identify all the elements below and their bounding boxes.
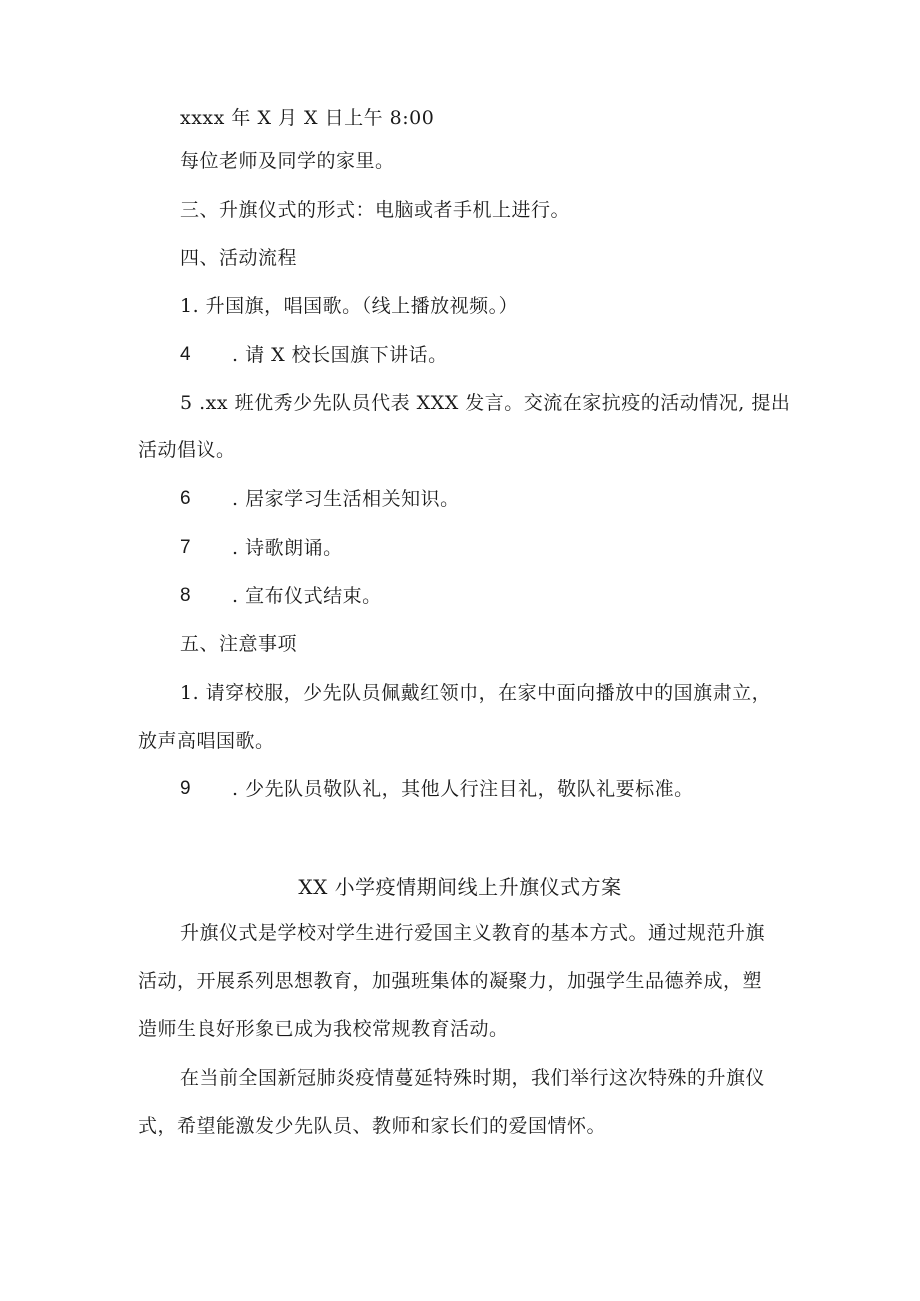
notes-item-9-text: . 少先队员敬队礼，其他人行注目礼，敬队礼要标准。 (232, 778, 694, 800)
intro-paragraph-line-1: 升旗仪式是学校对学生进行爱国主义教育的基本方式。通过规范升旗 (180, 922, 766, 944)
flow-item-1: 1. 升国旗，唱国歌。（线上播放视频。） (180, 295, 519, 317)
notes-item-9-number: 9 (180, 778, 191, 799)
ceremony-form-line: 三、升旗仪式的形式：电脑或者手机上进行。 (180, 199, 571, 221)
flow-item-4-number: 4 (180, 344, 191, 365)
context-paragraph-line-1: 在当前全国新冠肺炎疫情蔓延特殊时期，我们举行这次特殊的升旗仪 (180, 1067, 766, 1089)
flow-item-7-number: 7 (180, 537, 191, 558)
intro-paragraph-line-3: 造师生良好形象已成为我校常规教育活动。 (138, 1018, 509, 1040)
intro-paragraph-line-2: 活动，开展系列思想教育，加强班集体的凝聚力，加强学生品德养成，塑 (138, 970, 763, 992)
flow-item-7-text: . 诗歌朗诵。 (232, 537, 343, 559)
flow-item-6-text: . 居家学习生活相关知识。 (232, 488, 460, 510)
flow-item-5-line-1: 5 .xx 班优秀少先队员代表 XXX 发言。交流在家抗疫的活动情况, 提出 (180, 392, 791, 414)
event-place-line: 每位老师及同学的家里。 (180, 150, 395, 172)
flow-item-4-text: . 请 X 校长国旗下讲话。 (232, 344, 448, 366)
notes-item-1-line-1: 1. 请穿校服，少先队员佩戴红领巾，在家中面向播放中的国旗肃立， (180, 682, 772, 704)
notes-item-1-line-2: 放声高唱国歌。 (138, 730, 275, 752)
flow-item-5-line-2: 活动倡议。 (138, 439, 236, 461)
context-paragraph-line-2: 式，希望能激发少先队员、教师和家长们的爱国情怀。 (138, 1115, 607, 1137)
flow-heading: 四、活动流程 (180, 247, 298, 269)
document-title: XX 小学疫情期间线上升旗仪式方案 (298, 875, 622, 899)
flow-item-6-number: 6 (180, 488, 191, 509)
flow-item-8-text: . 宣布仪式结束。 (232, 585, 382, 607)
flow-item-8-number: 8 (180, 585, 191, 606)
event-time-line: xxxx 年 X 月 X 日上午 8:00 (180, 107, 435, 129)
notes-heading: 五、注意事项 (180, 633, 298, 655)
